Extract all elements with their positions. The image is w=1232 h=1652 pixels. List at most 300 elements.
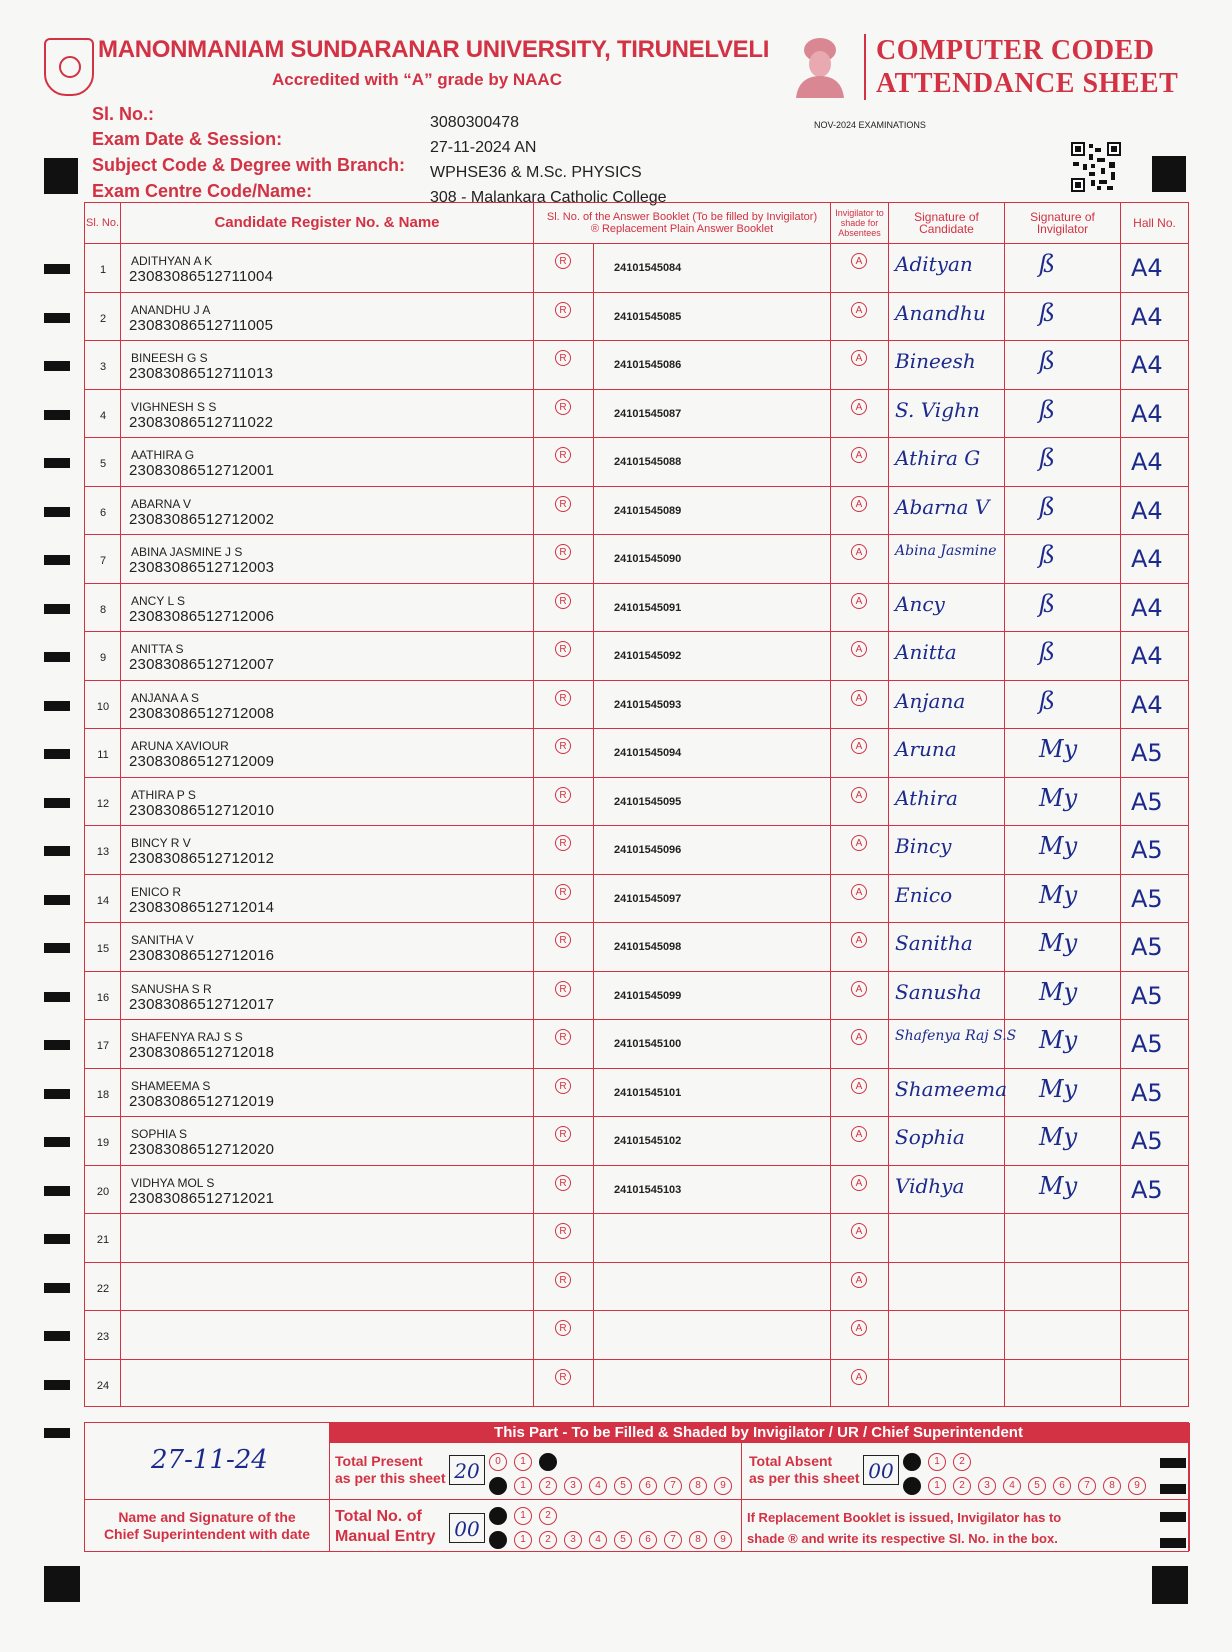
replacement-note-line1: If Replacement Booklet is issued, Invigilator has to xyxy=(747,1510,1062,1525)
replacement-bubble[interactable]: R xyxy=(555,1223,571,1239)
invigilator-signature-cell xyxy=(1005,535,1121,583)
booklet-cell xyxy=(594,341,831,389)
invigilator-signature-cell xyxy=(1005,293,1121,341)
row-sl-no: 17 xyxy=(96,1040,110,1052)
timing-mark xyxy=(44,1283,70,1293)
candidate-signature-cell xyxy=(889,1069,1008,1117)
replacement-bubble[interactable]: R xyxy=(555,302,571,318)
candidate-signature-cell xyxy=(889,1020,1017,1068)
candidate-signature-cell xyxy=(889,778,1005,826)
candidate-name: SANUSHA S R xyxy=(131,981,212,996)
candidate-cell xyxy=(121,826,534,874)
invigilator-signature-cell xyxy=(1005,923,1121,971)
hall-number: A4 xyxy=(1131,302,1163,331)
absent-bubble[interactable]: A xyxy=(851,787,867,803)
register-number: 23083086512712010 xyxy=(129,801,275,819)
replacement-cell xyxy=(534,875,594,923)
replacement-bubble[interactable]: R xyxy=(555,1126,571,1142)
replacement-cell xyxy=(534,293,594,341)
candidate-cell xyxy=(121,1360,534,1407)
row-sl-no: 9 xyxy=(99,652,107,664)
booklet-cell xyxy=(594,923,831,971)
candidate-name: VIGHNESH S S xyxy=(131,399,217,414)
booklet-number: 24101545086 xyxy=(614,359,682,371)
candidate-signature-cell xyxy=(889,535,1005,583)
booklet-cell xyxy=(594,632,831,680)
sl-cell xyxy=(85,584,121,632)
hall-number: A5 xyxy=(1131,787,1163,816)
replacement-bubble[interactable]: R xyxy=(555,253,571,269)
sl-cell xyxy=(85,341,121,389)
candidate-cell xyxy=(121,1069,534,1117)
hall-cell xyxy=(1121,681,1188,729)
invigilator-signature-cell xyxy=(1005,729,1121,777)
hall-cell xyxy=(1121,923,1188,971)
absent-bubble[interactable]: A xyxy=(851,1223,867,1239)
invigilator-signature-cell xyxy=(1005,1166,1121,1214)
hall-cell xyxy=(1121,778,1188,826)
booklet-number: 24101545099 xyxy=(614,989,682,1002)
candidate-signature: Shafenya Raj S.S xyxy=(895,1028,1017,1044)
candidate-signature: Sophia xyxy=(895,1125,965,1149)
manual-entry-label-line1: Total No. of xyxy=(335,1508,422,1525)
manual-entry-tens-bubbles[interactable]: 0 1 2 xyxy=(489,1507,564,1525)
candidate-cell xyxy=(121,923,534,971)
candidate-name: BINCY R V xyxy=(131,836,191,850)
row-sl-no: 12 xyxy=(96,797,110,810)
replacement-note xyxy=(747,1507,1061,1549)
booklet-cell xyxy=(594,875,831,923)
absent-bubble[interactable]: A xyxy=(851,350,867,366)
footer-mark xyxy=(1160,1458,1186,1468)
row-sl-no: 22 xyxy=(96,1282,110,1295)
replacement-bubble[interactable]: R xyxy=(555,690,571,706)
invigilator-signature: My xyxy=(1039,735,1078,763)
accreditation: Accredited with “A” grade by NAAC xyxy=(272,70,562,89)
row-sl-no: 13 xyxy=(96,846,110,858)
invigilator-signature: My xyxy=(1039,1074,1078,1103)
register-number: 23083086512712012 xyxy=(129,850,275,867)
header-divider xyxy=(864,34,866,100)
replacement-bubble[interactable]: R xyxy=(555,884,571,900)
absent-bubble[interactable]: A xyxy=(851,835,867,851)
candidate-name: ABARNA V xyxy=(131,496,192,511)
timing-mark xyxy=(44,604,70,614)
booklet-number: 24101545097 xyxy=(614,892,682,905)
hall-cell xyxy=(1121,826,1188,874)
invigilator-signature-cell xyxy=(1005,487,1121,535)
absent-bubble[interactable]: A xyxy=(851,690,867,706)
booklet-cell xyxy=(594,390,831,438)
absent-bubble[interactable]: A xyxy=(851,981,867,997)
sheet-title-line2: ATTENDANCE SHEET xyxy=(876,68,1179,99)
register-number: 23083086512712014 xyxy=(129,898,275,916)
absent-bubble[interactable]: A xyxy=(851,496,867,512)
absent-bubble[interactable]: A xyxy=(851,1126,867,1142)
replacement-bubble[interactable]: R xyxy=(555,1320,571,1336)
hall-number: A5 xyxy=(1131,1030,1163,1058)
hall-number: A4 xyxy=(1131,593,1163,622)
sl-cell xyxy=(85,244,121,292)
candidate-cell xyxy=(121,244,534,292)
row-sl-no: 6 xyxy=(99,506,107,519)
hall-number: A5 xyxy=(1131,981,1163,1010)
hall-number: A5 xyxy=(1131,1127,1163,1155)
sheet-title-line1: COMPUTER CODED xyxy=(876,35,1155,66)
total-present-label xyxy=(335,1453,446,1487)
register-number: 23083086512712017 xyxy=(129,995,275,1013)
replacement-cell xyxy=(534,1263,594,1311)
absent-bubble[interactable]: A xyxy=(851,1320,867,1336)
replacement-bubble[interactable]: R xyxy=(555,399,571,415)
table-row xyxy=(84,1116,1189,1165)
footer-mark xyxy=(1160,1512,1186,1522)
booklet-cell xyxy=(594,1166,831,1214)
hall-cell xyxy=(1121,729,1188,777)
manual-entry-units-bubbles[interactable]: 0 1 2 3 4 5 6 7 8 9 xyxy=(489,1531,739,1549)
table-row xyxy=(84,728,1189,777)
footer-mark xyxy=(1160,1484,1186,1494)
founder-portrait-icon xyxy=(792,32,848,98)
candidate-signature: Athira xyxy=(895,785,958,810)
candidate-name: ANJANA A S xyxy=(131,690,200,705)
candidate-signature-cell xyxy=(889,487,1005,535)
replacement-bubble[interactable]: R xyxy=(555,1369,571,1385)
absent-bubble[interactable]: A xyxy=(851,932,867,948)
candidate-signature: Anandhu xyxy=(895,300,986,325)
register-number: 23083086512712006 xyxy=(129,607,275,625)
replacement-bubble[interactable]: R xyxy=(555,1272,571,1288)
candidate-name: ANCY L S xyxy=(131,593,186,608)
table-row xyxy=(84,680,1189,729)
hall-cell xyxy=(1121,535,1188,583)
register-number: 23083086512712001 xyxy=(129,462,275,479)
total-absent-tens-bubbles[interactable]: 0 1 2 xyxy=(903,1453,978,1471)
subject-value: WPHSE36 & M.Sc. PHYSICS xyxy=(430,164,642,181)
total-absent-units-bubbles[interactable]: 0 1 2 3 4 5 6 7 8 9 xyxy=(903,1477,1153,1495)
table-row xyxy=(84,389,1189,438)
hall-cell xyxy=(1121,293,1188,341)
timing-mark xyxy=(44,264,70,274)
invigilator-signature-cell xyxy=(1005,875,1121,923)
absent-bubble[interactable]: A xyxy=(851,1175,867,1191)
row-sl-no: 7 xyxy=(99,555,107,567)
footer-divider xyxy=(329,1423,330,1551)
table-row xyxy=(84,583,1189,632)
replacement-cell xyxy=(534,244,594,292)
absent-cell xyxy=(831,972,889,1020)
absent-cell xyxy=(831,1311,889,1359)
absent-bubble[interactable]: A xyxy=(851,1272,867,1288)
absent-cell xyxy=(831,244,889,292)
replacement-bubble[interactable]: R xyxy=(555,1029,571,1045)
absent-cell xyxy=(831,341,889,389)
timing-mark xyxy=(44,555,70,565)
absent-cell xyxy=(831,1020,889,1068)
absent-cell xyxy=(831,1214,889,1262)
replacement-bubble[interactable]: R xyxy=(555,981,571,997)
candidate-cell xyxy=(121,1117,534,1165)
invigilator-signature: ß xyxy=(1039,444,1056,472)
absent-bubble[interactable]: A xyxy=(851,253,867,269)
col-header-booklet xyxy=(534,203,831,243)
total-present-units-bubbles[interactable]: 0 1 2 3 4 5 6 7 8 9 xyxy=(489,1477,739,1495)
replacement-bubble[interactable]: R xyxy=(555,496,571,512)
sl-cell xyxy=(85,1069,121,1117)
total-present-box[interactable]: 20 xyxy=(449,1455,485,1485)
sl-cell xyxy=(85,1166,121,1214)
timing-mark xyxy=(44,1040,70,1050)
replacement-cell xyxy=(534,972,594,1020)
candidate-cell xyxy=(121,875,534,923)
booklet-number: 24101545090 xyxy=(614,553,682,565)
timing-mark xyxy=(44,846,70,856)
sl-cell xyxy=(85,535,121,583)
candidate-signature-cell xyxy=(889,729,1005,777)
candidate-signature-cell xyxy=(889,923,1005,971)
table-row xyxy=(84,534,1189,583)
table-row xyxy=(84,1359,1189,1408)
candidate-cell xyxy=(121,438,534,486)
replacement-bubble[interactable]: R xyxy=(555,350,571,366)
candidate-signature-cell xyxy=(889,1214,1005,1262)
candidate-cell xyxy=(121,972,534,1020)
candidate-cell xyxy=(121,341,534,389)
booklet-number: 24101545101 xyxy=(614,1086,682,1099)
chief-label-line1: Name and Signature of the xyxy=(118,1509,296,1525)
invigilator-signature: ß xyxy=(1039,686,1056,715)
absent-bubble[interactable]: A xyxy=(851,1078,867,1094)
university-name: MANONMANIAM SUNDARANAR UNIVERSITY, TIRUNELVELI xyxy=(98,36,770,63)
sl-cell xyxy=(85,632,121,680)
booklet-number: 24101545094 xyxy=(614,747,682,759)
candidate-cell xyxy=(121,1263,534,1311)
invigilator-signature: My xyxy=(1039,880,1078,909)
alignment-mark-top-left xyxy=(44,158,78,194)
hall-cell xyxy=(1121,1166,1188,1214)
booklet-cell xyxy=(594,487,831,535)
candidate-signature: Sanusha xyxy=(895,979,982,1004)
table-row xyxy=(84,874,1189,923)
candidate-signature: Enico xyxy=(895,882,953,907)
booklet-number: 24101545103 xyxy=(614,1183,682,1196)
manual-entry-box[interactable]: 00 xyxy=(449,1513,485,1543)
replacement-bubble[interactable]: R xyxy=(555,593,571,609)
footer-divider xyxy=(1189,1423,1190,1551)
booklet-number: 24101545098 xyxy=(614,941,682,953)
total-absent-box[interactable]: 00 xyxy=(863,1455,899,1485)
candidate-signature: Anjana xyxy=(895,688,966,713)
col-header-booklet-title: Sl. No. of the Answer Booklet (To be filled by Invigilator) xyxy=(546,211,818,223)
booklet-number: 24101545093 xyxy=(614,698,682,711)
absent-cell xyxy=(831,1263,889,1311)
absent-cell xyxy=(831,438,889,486)
hall-number: A4 xyxy=(1131,448,1163,476)
hall-number: A4 xyxy=(1131,545,1163,573)
absent-cell xyxy=(831,1069,889,1117)
table-row xyxy=(84,777,1189,826)
register-number: 23083086512711013 xyxy=(129,365,274,382)
candidate-signature: Abina Jasmine xyxy=(895,543,997,559)
hall-cell xyxy=(1121,632,1188,680)
candidate-signature-cell xyxy=(889,341,1005,389)
footer-title: This Part - To be Filled & Shaded by Invigilator / UR / Chief Superintendent xyxy=(329,1423,1188,1443)
timing-mark xyxy=(44,1234,70,1244)
sl-cell xyxy=(85,438,121,486)
timing-mark xyxy=(44,361,70,371)
replacement-bubble[interactable]: R xyxy=(555,835,571,851)
table-row xyxy=(84,1019,1189,1068)
table-row xyxy=(84,1262,1189,1311)
timing-mark xyxy=(44,458,70,468)
replacement-cell xyxy=(534,438,594,486)
hall-number: A4 xyxy=(1131,254,1163,282)
row-sl-no: 23 xyxy=(96,1331,110,1343)
invigilator-signature: ß xyxy=(1039,298,1056,327)
absent-bubble[interactable]: A xyxy=(851,641,867,657)
table-row xyxy=(84,486,1189,535)
sl-cell xyxy=(85,729,121,777)
timing-mark xyxy=(44,943,70,953)
invigilator-signature-cell xyxy=(1005,826,1121,874)
table-row xyxy=(84,825,1189,874)
col-header-booklet-sub: ® Replacement Plain Answer Booklet xyxy=(590,223,774,235)
timing-mark xyxy=(44,1380,70,1390)
replacement-bubble[interactable]: R xyxy=(555,1078,571,1094)
booklet-number: 24101545089 xyxy=(614,504,682,517)
replacement-bubble[interactable]: R xyxy=(555,641,571,657)
absent-bubble[interactable]: A xyxy=(851,399,867,415)
candidate-cell xyxy=(121,390,534,438)
booklet-cell xyxy=(594,681,831,729)
manual-entry-label xyxy=(335,1507,435,1547)
exam-date-value: 27-11-2024 AN xyxy=(430,139,537,156)
exam-session-tag: NOV-2024 EXAMINATIONS xyxy=(814,120,926,130)
absent-bubble[interactable]: A xyxy=(851,1029,867,1045)
booklet-cell xyxy=(594,584,831,632)
booklet-cell xyxy=(594,1360,831,1407)
total-present-label-line2: as per this sheet xyxy=(335,1470,446,1486)
replacement-bubble[interactable]: R xyxy=(555,1175,571,1191)
table-row xyxy=(84,971,1189,1020)
row-sl-no: 1 xyxy=(99,264,107,276)
hall-cell xyxy=(1121,1069,1188,1117)
invigilator-signature: ß xyxy=(1039,395,1056,424)
total-absent-label-line2: as per this sheet xyxy=(749,1470,860,1486)
row-sl-no: 19 xyxy=(96,1137,110,1149)
absent-bubble[interactable]: A xyxy=(851,447,867,463)
booklet-number: 24101545084 xyxy=(614,262,682,274)
replacement-bubble[interactable]: R xyxy=(555,447,571,463)
absent-cell xyxy=(831,729,889,777)
register-number: 23083086512712003 xyxy=(129,559,275,576)
total-absent-label xyxy=(749,1453,860,1487)
candidate-signature-cell xyxy=(889,1360,1005,1407)
candidate-signature-cell xyxy=(889,244,1005,292)
sl-no-value: 3080300478 xyxy=(430,114,519,131)
sl-cell xyxy=(85,1263,121,1311)
booklet-number: 24101545085 xyxy=(614,310,682,323)
hall-number: A4 xyxy=(1131,690,1163,719)
absent-bubble[interactable]: A xyxy=(851,593,867,609)
replacement-cell xyxy=(534,1166,594,1214)
timing-mark xyxy=(44,1428,70,1438)
candidate-signature: Abarna V xyxy=(895,494,990,519)
invigilator-signature-cell xyxy=(1005,1117,1121,1165)
invigilator-signature-cell xyxy=(1005,1360,1121,1407)
register-number: 23083086512711022 xyxy=(129,413,274,431)
candidate-signature-cell xyxy=(889,1166,1005,1214)
col-header-candidate-signature: Signature of Candidate xyxy=(889,203,1005,243)
replacement-bubble[interactable]: R xyxy=(555,787,571,803)
candidate-name: BINEESH G S xyxy=(131,351,208,365)
candidate-cell xyxy=(121,1020,534,1068)
timing-mark xyxy=(44,507,70,517)
sl-cell xyxy=(85,778,121,826)
candidate-cell xyxy=(121,632,534,680)
replacement-cell xyxy=(534,632,594,680)
invigilator-signature-cell xyxy=(1005,1020,1121,1068)
absent-bubble[interactable]: A xyxy=(851,544,867,560)
row-sl-no: 16 xyxy=(96,991,110,1004)
candidate-name: SOPHIA S xyxy=(131,1127,188,1141)
booklet-cell xyxy=(594,729,831,777)
row-sl-no: 21 xyxy=(96,1234,110,1246)
booklet-cell xyxy=(594,1020,831,1068)
replacement-bubble[interactable]: R xyxy=(555,932,571,948)
replacement-cell xyxy=(534,341,594,389)
row-sl-no: 8 xyxy=(99,603,107,616)
absent-cell xyxy=(831,535,889,583)
table-row xyxy=(84,292,1189,341)
table-header xyxy=(84,202,1189,243)
candidate-signature: Ancy xyxy=(895,591,945,616)
booklet-number: 24101545095 xyxy=(614,795,682,808)
absent-bubble[interactable]: A xyxy=(851,302,867,318)
col-header-absentees: Invigilator to shade for Absentees xyxy=(831,203,889,243)
invigilator-signature: My xyxy=(1039,977,1078,1006)
timing-mark xyxy=(44,1186,70,1196)
hall-cell xyxy=(1121,584,1188,632)
register-number: 23083086512712020 xyxy=(129,1141,275,1158)
sheet-title xyxy=(876,34,1178,100)
replacement-bubble[interactable]: R xyxy=(555,544,571,560)
candidate-name: SANITHA V xyxy=(131,933,194,947)
replacement-bubble[interactable]: R xyxy=(555,738,571,754)
replacement-note-line2: shade ® and write its respective Sl. No. in the box. xyxy=(747,1531,1058,1546)
booklet-number: 24101545091 xyxy=(614,601,682,614)
candidate-signature-cell xyxy=(889,293,1005,341)
table-row xyxy=(84,437,1189,486)
sl-cell xyxy=(85,1214,121,1262)
candidate-signature: Anitta xyxy=(895,640,957,664)
table-row xyxy=(84,1310,1189,1359)
absent-bubble[interactable]: A xyxy=(851,738,867,754)
absent-bubble[interactable]: A xyxy=(851,884,867,900)
invigilator-signature: ß xyxy=(1039,589,1056,618)
row-sl-no: 15 xyxy=(96,943,110,955)
total-present-tens-bubbles[interactable]: 0 1 2 xyxy=(489,1453,564,1471)
sl-cell xyxy=(85,1360,121,1407)
register-number: 23083086512711005 xyxy=(129,316,274,334)
invigilator-signature-cell xyxy=(1005,341,1121,389)
absent-bubble[interactable]: A xyxy=(851,1369,867,1385)
candidate-cell xyxy=(121,293,534,341)
exam-date-label: Exam Date & Session: xyxy=(92,129,283,149)
timing-mark xyxy=(44,1089,70,1099)
candidate-signature: Vidhya xyxy=(895,1173,965,1198)
hall-cell xyxy=(1121,390,1188,438)
